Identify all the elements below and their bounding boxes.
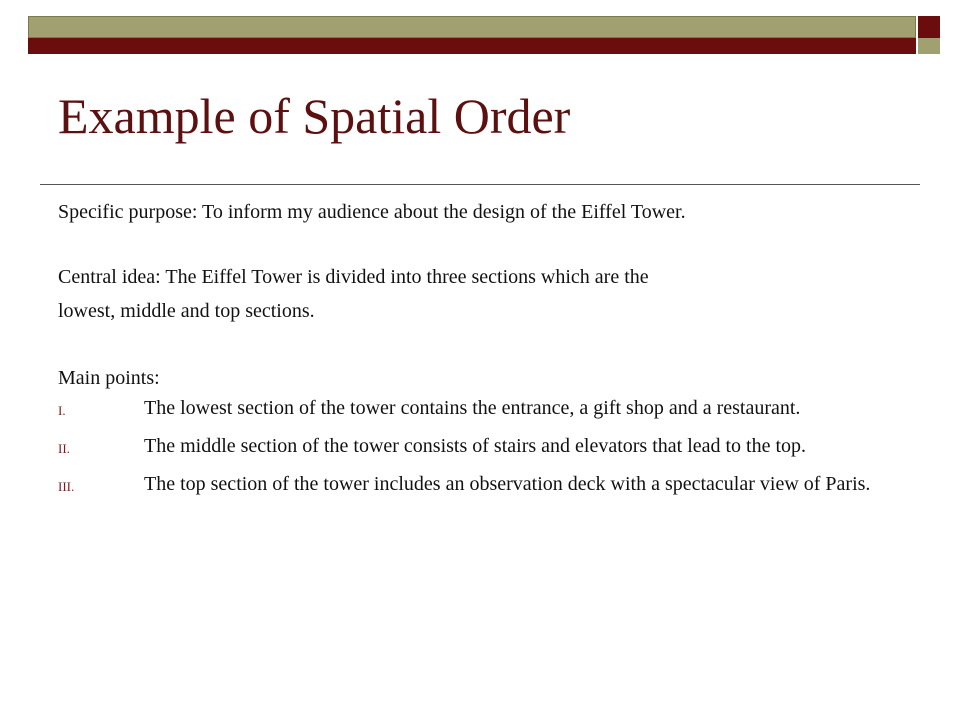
list-item — [58, 396, 928, 423]
roman-numeral-marker: I. — [58, 403, 66, 418]
header-corner-olive-square — [918, 38, 940, 54]
list-item — [58, 472, 928, 499]
header-corner-maroon-square — [918, 16, 940, 38]
title-divider — [40, 184, 920, 185]
header-banner-olive-bar — [28, 16, 916, 38]
central-idea-line-1: Central idea: The Eiffel Tower is divided into three sections which are the — [58, 266, 649, 288]
slide-title: Example of Spatial Order — [58, 88, 571, 144]
central-idea-line-2: lowest, middle and top sections. — [58, 300, 315, 322]
main-point-text: The middle section of the tower consists of stairs and elevators that lead to the top. — [144, 435, 807, 457]
roman-numeral-marker: III. — [58, 479, 75, 494]
main-points-heading: Main points: — [58, 367, 160, 389]
header-banner-maroon-bar — [28, 38, 916, 54]
list-item — [58, 434, 928, 461]
main-point-text: The lowest section of the tower contains the entrance, a gift shop and a restaurant. — [144, 397, 801, 419]
roman-numeral-marker: II. — [58, 441, 70, 456]
main-point-text: The top section of the tower includes an observation deck with a spectacular view of Paris. — [144, 473, 871, 495]
specific-purpose-text: Specific purpose: To inform my audience about the design of the Eiffel Tower. — [58, 201, 686, 223]
main-points-list — [58, 396, 928, 510]
